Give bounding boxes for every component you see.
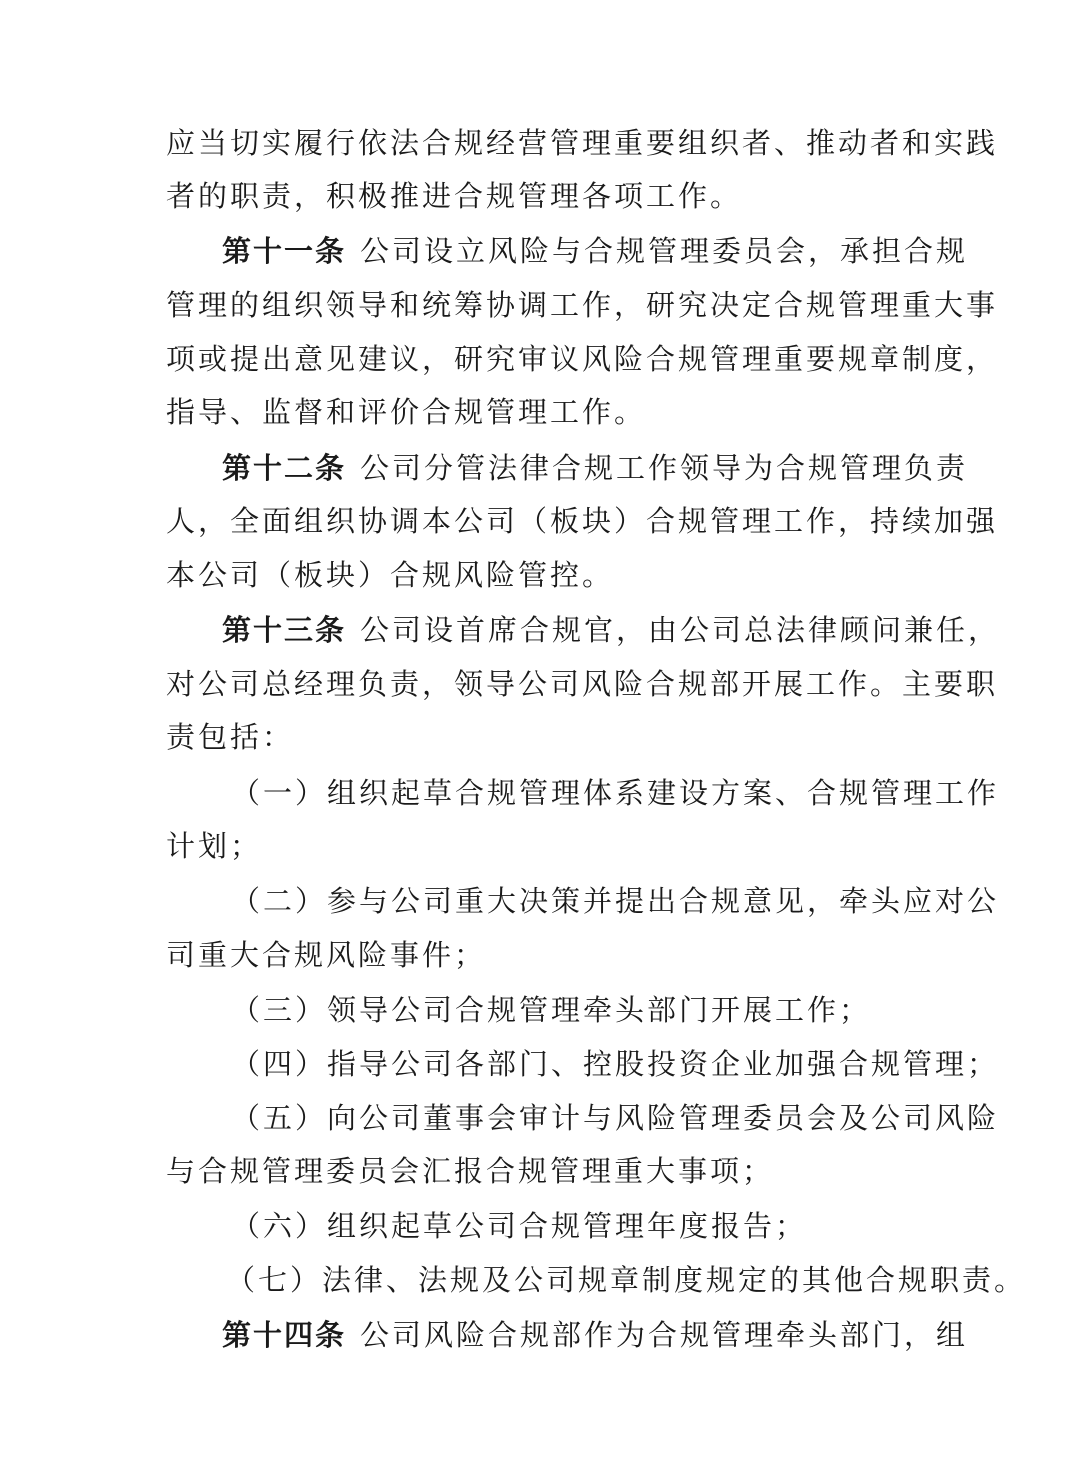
article-heading: 第十二条	[222, 451, 347, 485]
article-13-paragraph	[222, 610, 1000, 650]
text-line: 项或提出意见建议，研究审议风险合规管理重要规章制度，	[166, 342, 999, 376]
text-line: 公司风险合规部作为合规管理牵头部门，组	[360, 1318, 969, 1352]
article-heading: 第十四条	[222, 1318, 347, 1352]
article-14-paragraph	[222, 1315, 968, 1355]
article-heading: 第十三条	[222, 613, 347, 647]
list-item-3: （三）领导公司合规管理牵头部门开展工作；	[231, 993, 872, 1027]
text-line: 者的职责，积极推进合规管理各项工作。	[166, 179, 743, 213]
text-line: 司重大合规风险事件；	[166, 938, 487, 972]
text-line: 与合规管理委员会汇报合规管理重大事项；	[166, 1154, 775, 1188]
text-line: 公司设首席合规官，由公司总法律顾问兼任，	[360, 613, 1001, 647]
text-line: 人，全面组织协调本公司（板块）合规管理工作，持续加强	[166, 504, 999, 538]
list-item-2: （二）参与公司重大决策并提出合规意见，牵头应对公	[231, 884, 1000, 918]
article-12-paragraph	[222, 448, 968, 488]
article-heading: 第十一条	[222, 234, 347, 268]
text-line: 管理的组织领导和统筹协调工作，研究决定合规管理重大事	[166, 288, 999, 322]
list-item-5: （五）向公司董事会审计与风险管理委员会及公司风险	[231, 1101, 1000, 1135]
list-item-7: （七）法律、法规及公司规章制度规定的其他合规职责。	[226, 1263, 1027, 1297]
text-line: 指导、监督和评价合规管理工作。	[166, 395, 647, 429]
text-line: 对公司总经理负责，领导公司风险合规部开展工作。主要职	[166, 667, 999, 701]
text-line: 本公司（板块）合规风险管控。	[166, 558, 615, 592]
list-item-4: （四）指导公司各部门、控股投资企业加强合规管理；	[231, 1047, 1000, 1081]
article-11-paragraph	[222, 231, 968, 271]
text-line: 责包括：	[166, 720, 295, 754]
text-line: 应当切实履行依法合规经营管理重要组织者、推动者和实践	[166, 126, 999, 160]
text-line: 公司设立风险与合规管理委员会，承担合规	[360, 234, 969, 268]
text-line: 公司分管法律合规工作领导为合规管理负责	[360, 451, 969, 485]
text-line: 计划；	[166, 829, 263, 863]
list-item-1: （一）组织起草合规管理体系建设方案、合规管理工作	[231, 776, 1000, 810]
list-item-6: （六）组织起草公司合规管理年度报告；	[231, 1209, 808, 1243]
